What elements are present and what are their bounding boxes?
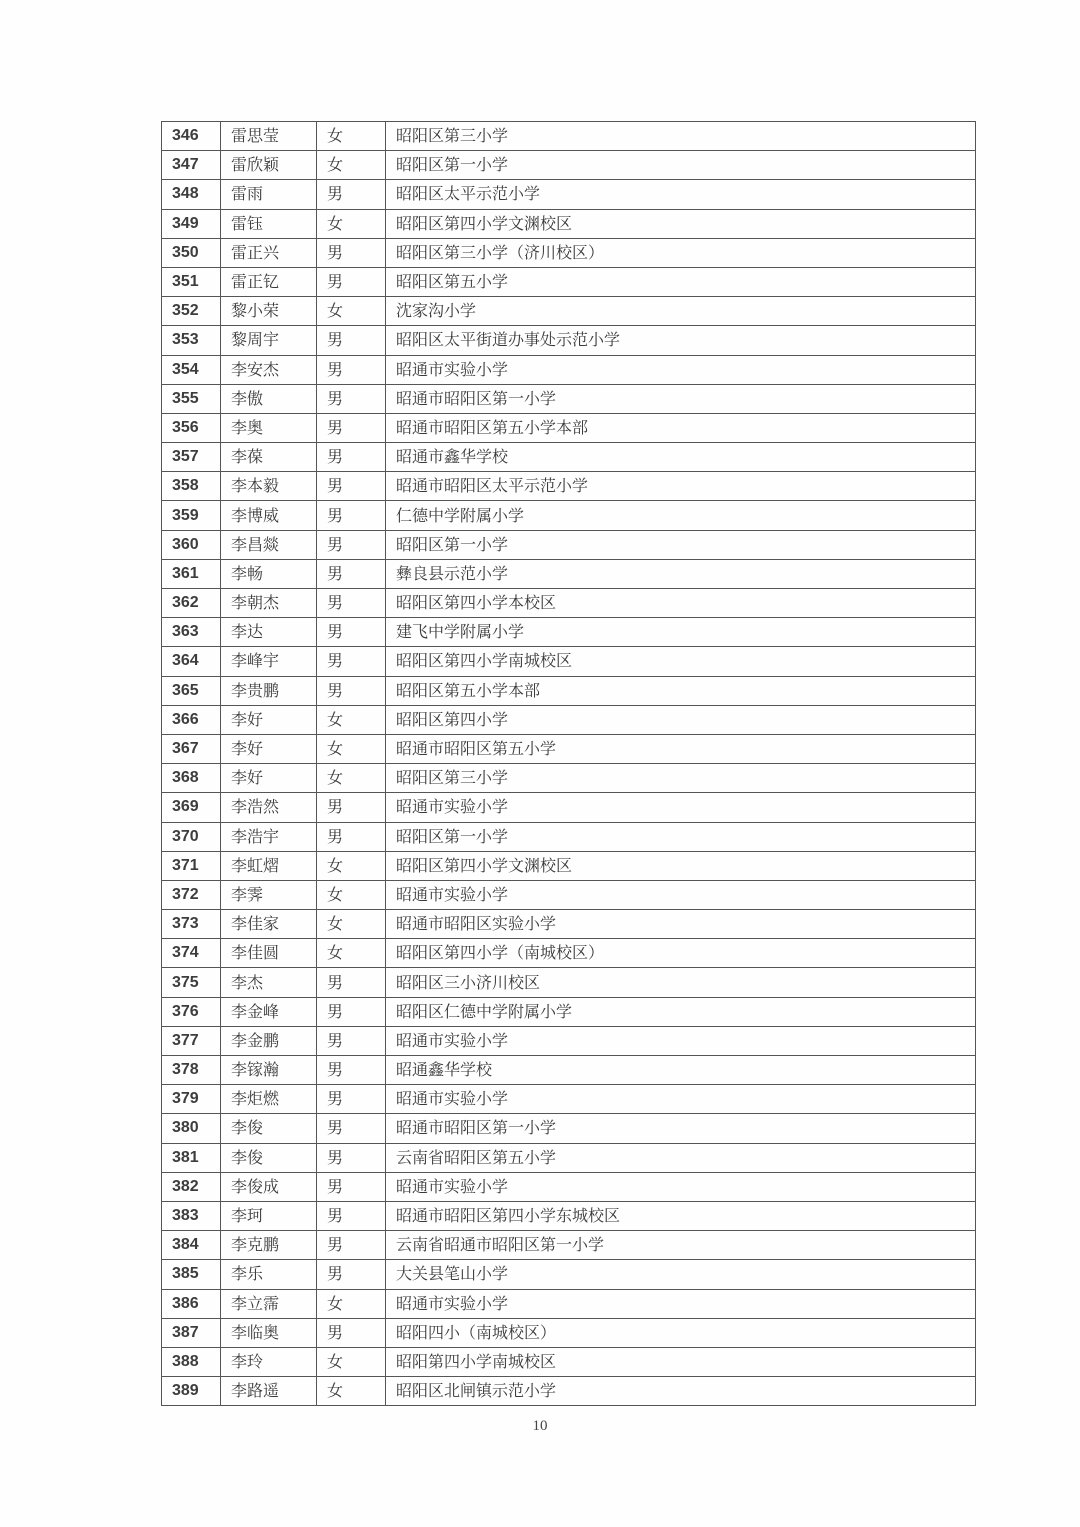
gender-cell: 男 [317,530,386,559]
table-row [162,880,976,909]
school-cell: 昭阳区第三小学（济川校区） [386,238,976,267]
table-row [162,647,976,676]
student-name-cell: 李好 [221,734,317,763]
school-cell: 昭阳区第四小学文渊校区 [386,851,976,880]
student-name-cell: 李贵鹏 [221,676,317,705]
gender-cell: 男 [317,1172,386,1201]
gender-cell: 男 [317,267,386,296]
gender-cell: 男 [317,1143,386,1172]
school-cell: 昭阳区第三小学 [386,764,976,793]
row-number-cell: 370 [162,822,221,851]
school-cell: 昭阳区第四小学文渊校区 [386,209,976,238]
gender-cell: 男 [317,822,386,851]
table-row [162,267,976,296]
gender-cell: 男 [317,1260,386,1289]
gender-cell: 女 [317,297,386,326]
row-number-cell: 353 [162,326,221,355]
school-cell: 昭阳区三小济川校区 [386,968,976,997]
student-name-cell: 李好 [221,764,317,793]
gender-cell: 男 [317,1056,386,1085]
row-number-cell: 380 [162,1114,221,1143]
gender-cell: 男 [317,238,386,267]
student-name-cell: 李佳圆 [221,939,317,968]
row-number-cell: 358 [162,472,221,501]
student-name-cell: 李本毅 [221,472,317,501]
table-row [162,618,976,647]
table-row [162,355,976,384]
row-number-cell: 371 [162,851,221,880]
row-number-cell: 347 [162,151,221,180]
gender-cell: 男 [317,589,386,618]
school-cell: 昭通市昭阳区第一小学 [386,384,976,413]
gender-cell: 男 [317,1201,386,1230]
gender-cell: 男 [317,1085,386,1114]
school-cell: 昭通市实验小学 [386,880,976,909]
student-name-cell: 李傲 [221,384,317,413]
row-number-cell: 365 [162,676,221,705]
table-row [162,734,976,763]
school-cell: 大关县笔山小学 [386,1260,976,1289]
gender-cell: 女 [317,910,386,939]
student-name-cell: 李佳家 [221,910,317,939]
gender-cell: 女 [317,1347,386,1376]
student-name-cell: 李俊成 [221,1172,317,1201]
row-number-cell: 381 [162,1143,221,1172]
school-cell: 昭阳区仁德中学附属小学 [386,997,976,1026]
table-row [162,1377,976,1406]
school-cell: 昭通鑫华学校 [386,1056,976,1085]
gender-cell: 男 [317,793,386,822]
student-name-cell: 李立霈 [221,1289,317,1318]
student-name-cell: 李玲 [221,1347,317,1376]
gender-cell: 女 [317,151,386,180]
school-cell: 昭阳区第一小学 [386,822,976,851]
row-number-cell: 360 [162,530,221,559]
table-row [162,384,976,413]
student-name-cell: 李俊 [221,1143,317,1172]
school-cell: 昭通市实验小学 [386,1085,976,1114]
gender-cell: 男 [317,180,386,209]
row-number-cell: 374 [162,939,221,968]
student-name-cell: 李临奥 [221,1318,317,1347]
table-row [162,793,976,822]
row-number-cell: 352 [162,297,221,326]
gender-cell: 女 [317,734,386,763]
gender-cell: 男 [317,618,386,647]
table-row [162,1231,976,1260]
table-row [162,1318,976,1347]
table-row [162,1347,976,1376]
school-cell: 昭阳区太平街道办事处示范小学 [386,326,976,355]
student-name-cell: 李霁 [221,880,317,909]
row-number-cell: 363 [162,618,221,647]
row-number-cell: 361 [162,559,221,588]
table-row [162,238,976,267]
school-cell: 昭通市实验小学 [386,1026,976,1055]
table-row [162,1114,976,1143]
gender-cell: 女 [317,1377,386,1406]
school-cell: 昭阳区第三小学 [386,122,976,151]
school-cell: 昭通市昭阳区太平示范小学 [386,472,976,501]
table-row [162,1056,976,1085]
row-number-cell: 357 [162,443,221,472]
school-cell: 昭阳区第五小学 [386,267,976,296]
table-row [162,1201,976,1230]
school-cell: 昭阳区第四小学本校区 [386,589,976,618]
student-name-cell: 李珂 [221,1201,317,1230]
table-row [162,705,976,734]
school-cell: 昭阳第四小学南城校区 [386,1347,976,1376]
gender-cell: 男 [317,1231,386,1260]
school-cell: 云南省昭通市昭阳区第一小学 [386,1231,976,1260]
student-name-cell: 李好 [221,705,317,734]
row-number-cell: 351 [162,267,221,296]
school-cell: 昭阳区第四小学南城校区 [386,647,976,676]
table-row [162,910,976,939]
student-name-cell: 李浩宇 [221,822,317,851]
school-cell: 昭阳四小（南城校区） [386,1318,976,1347]
row-number-cell: 375 [162,968,221,997]
school-cell: 昭通市昭阳区实验小学 [386,910,976,939]
row-number-cell: 385 [162,1260,221,1289]
row-number-cell: 346 [162,122,221,151]
gender-cell: 女 [317,122,386,151]
gender-cell: 男 [317,355,386,384]
gender-cell: 女 [317,1289,386,1318]
gender-cell: 男 [317,559,386,588]
student-name-cell: 黎小荣 [221,297,317,326]
table-row [162,180,976,209]
table-row [162,822,976,851]
gender-cell: 男 [317,472,386,501]
table-row [162,1289,976,1318]
student-name-cell: 雷雨 [221,180,317,209]
student-roster-table [161,121,976,1406]
table-row [162,764,976,793]
school-cell: 彝良县示范小学 [386,559,976,588]
gender-cell: 男 [317,997,386,1026]
student-name-cell: 雷正钇 [221,267,317,296]
student-name-cell: 李达 [221,618,317,647]
student-name-cell: 雷正兴 [221,238,317,267]
table-row [162,472,976,501]
row-number-cell: 379 [162,1085,221,1114]
student-name-cell: 李金峰 [221,997,317,1026]
row-number-cell: 386 [162,1289,221,1318]
table-row [162,530,976,559]
gender-cell: 男 [317,384,386,413]
school-cell: 昭阳区第五小学本部 [386,676,976,705]
table-row [162,968,976,997]
gender-cell: 男 [317,326,386,355]
school-cell: 昭阳区第四小学（南城校区） [386,939,976,968]
table-row [162,122,976,151]
row-number-cell: 382 [162,1172,221,1201]
row-number-cell: 355 [162,384,221,413]
school-cell: 昭通市实验小学 [386,793,976,822]
school-cell: 昭阳区第四小学 [386,705,976,734]
student-name-cell: 李镓瀚 [221,1056,317,1085]
student-name-cell: 李金鹏 [221,1026,317,1055]
table-row [162,1085,976,1114]
row-number-cell: 366 [162,705,221,734]
school-cell: 昭通市昭阳区第一小学 [386,1114,976,1143]
gender-cell: 男 [317,968,386,997]
row-number-cell: 368 [162,764,221,793]
student-name-cell: 李博威 [221,501,317,530]
gender-cell: 女 [317,209,386,238]
row-number-cell: 362 [162,589,221,618]
school-cell: 昭阳区第一小学 [386,530,976,559]
table-row [162,151,976,180]
row-number-cell: 367 [162,734,221,763]
gender-cell: 女 [317,880,386,909]
school-cell: 昭阳区第一小学 [386,151,976,180]
school-cell: 昭阳区北闸镇示范小学 [386,1377,976,1406]
student-name-cell: 李俊 [221,1114,317,1143]
student-name-cell: 李路遥 [221,1377,317,1406]
row-number-cell: 377 [162,1026,221,1055]
gender-cell: 男 [317,676,386,705]
row-number-cell: 389 [162,1377,221,1406]
table-row [162,1172,976,1201]
gender-cell: 女 [317,764,386,793]
gender-cell: 女 [317,939,386,968]
gender-cell: 男 [317,647,386,676]
student-name-cell: 李炬燃 [221,1085,317,1114]
student-name-cell: 李奥 [221,413,317,442]
gender-cell: 男 [317,501,386,530]
school-cell: 昭通市昭阳区第五小学 [386,734,976,763]
gender-cell: 男 [317,413,386,442]
roster-table-body [162,122,976,1406]
table-row [162,443,976,472]
school-cell: 沈家沟小学 [386,297,976,326]
table-row [162,676,976,705]
school-cell: 昭通市鑫华学校 [386,443,976,472]
school-cell: 建飞中学附属小学 [386,618,976,647]
table-row [162,1143,976,1172]
school-cell: 昭通市昭阳区第五小学本部 [386,413,976,442]
school-cell: 昭阳区太平示范小学 [386,180,976,209]
row-number-cell: 372 [162,880,221,909]
table-row [162,1260,976,1289]
row-number-cell: 373 [162,910,221,939]
table-row [162,559,976,588]
student-name-cell: 李畅 [221,559,317,588]
student-name-cell: 李葆 [221,443,317,472]
table-row [162,413,976,442]
row-number-cell: 369 [162,793,221,822]
school-cell: 仁德中学附属小学 [386,501,976,530]
school-cell: 昭通市实验小学 [386,355,976,384]
student-name-cell: 李峰宇 [221,647,317,676]
row-number-cell: 350 [162,238,221,267]
gender-cell: 女 [317,705,386,734]
row-number-cell: 356 [162,413,221,442]
row-number-cell: 384 [162,1231,221,1260]
row-number-cell: 388 [162,1347,221,1376]
student-name-cell: 李克鹏 [221,1231,317,1260]
student-name-cell: 李昌燚 [221,530,317,559]
row-number-cell: 376 [162,997,221,1026]
student-name-cell: 雷欣颖 [221,151,317,180]
student-name-cell: 雷钰 [221,209,317,238]
table-row [162,939,976,968]
gender-cell: 男 [317,1026,386,1055]
gender-cell: 男 [317,443,386,472]
table-row [162,297,976,326]
school-cell: 云南省昭阳区第五小学 [386,1143,976,1172]
student-name-cell: 李安杰 [221,355,317,384]
row-number-cell: 378 [162,1056,221,1085]
row-number-cell: 383 [162,1201,221,1230]
student-name-cell: 雷思莹 [221,122,317,151]
page-number: 10 [532,1418,548,1434]
table-row [162,589,976,618]
table-row [162,209,976,238]
gender-cell: 男 [317,1318,386,1347]
table-row [162,501,976,530]
row-number-cell: 364 [162,647,221,676]
table-row [162,326,976,355]
school-cell: 昭通市昭阳区第四小学东城校区 [386,1201,976,1230]
gender-cell: 男 [317,1114,386,1143]
student-name-cell: 李朝杰 [221,589,317,618]
student-name-cell: 李虹熠 [221,851,317,880]
table-row [162,997,976,1026]
school-cell: 昭通市实验小学 [386,1289,976,1318]
row-number-cell: 359 [162,501,221,530]
row-number-cell: 354 [162,355,221,384]
row-number-cell: 387 [162,1318,221,1347]
school-cell: 昭通市实验小学 [386,1172,976,1201]
student-name-cell: 黎周宇 [221,326,317,355]
row-number-cell: 349 [162,209,221,238]
student-name-cell: 李杰 [221,968,317,997]
row-number-cell: 348 [162,180,221,209]
student-name-cell: 李乐 [221,1260,317,1289]
table-row [162,1026,976,1055]
table-row [162,851,976,880]
gender-cell: 女 [317,851,386,880]
student-name-cell: 李浩然 [221,793,317,822]
